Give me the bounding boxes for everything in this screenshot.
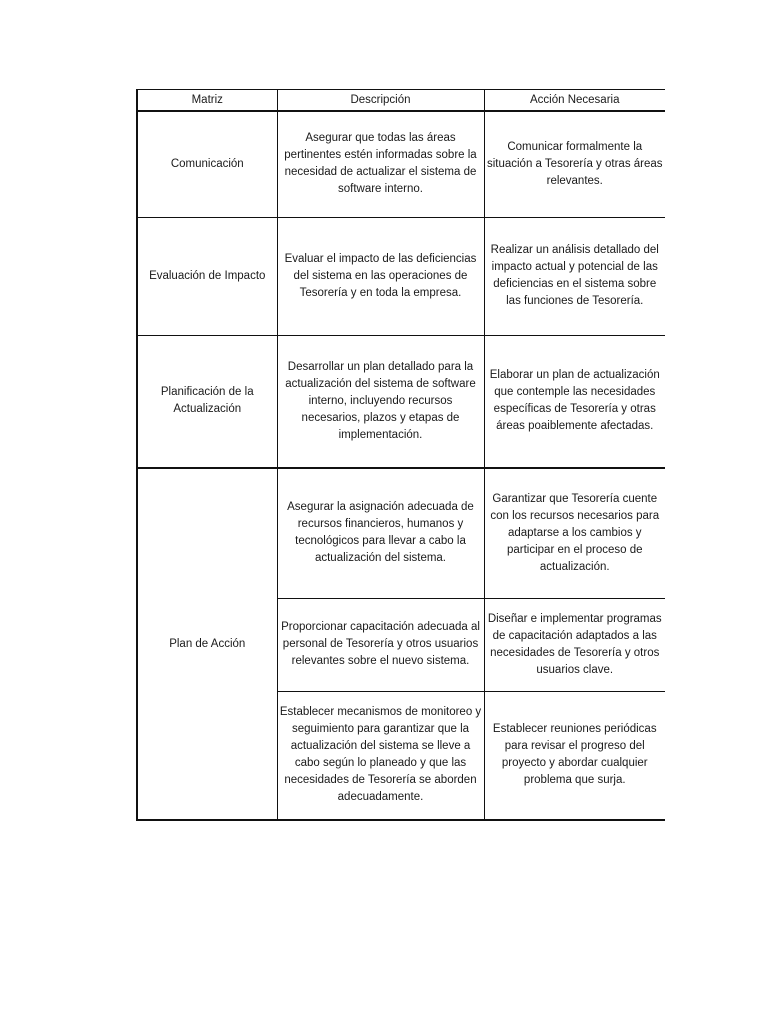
cell-descripcion: Proporcionar capacitación adecuada al personal de Tesorería y otros usuarios relevantes sobre el nuevo sistema. <box>277 598 484 691</box>
cell-accion: Comunicar formalmente la situación a Tesorería y otras áreas relevantes. <box>484 111 665 217</box>
cell-accion: Realizar un análisis detallado del impacto actual y potencial de las deficiencias en el sistema sobre las funciones de Tesorería. <box>484 217 665 335</box>
header-descripcion: Descripción <box>277 90 484 112</box>
table-row <box>137 217 665 335</box>
cell-matriz-plan-de-accion: Plan de Acción <box>137 468 277 820</box>
cell-descripcion: Asegurar que todas las áreas pertinentes estén informadas sobre la necesidad de actualizar el sistema de software interno. <box>277 111 484 217</box>
cell-accion: Establecer reuniones periódicas para revisar el progreso del proyecto y abordar cualquier problema que surja. <box>484 691 665 820</box>
cell-descripcion: Asegurar la asignación adecuada de recursos financieros, humanos y tecnológicos para llevar a cabo la actualización del sistema. <box>277 468 484 598</box>
cell-accion: Elaborar un plan de actualización que contemple las necesidades específicas de Tesorería y otras áreas poaiblemente afectadas. <box>484 335 665 468</box>
table-row <box>137 335 665 468</box>
cell-descripcion: Evaluar el impacto de las deficiencias del sistema en las operaciones de Tesorería y en toda la empresa. <box>277 217 484 335</box>
header-accion-necesaria: Acción Necesaria <box>484 90 665 112</box>
cell-accion: Garantizar que Tesorería cuente con los recursos necesarios para adaptarse a los cambios y participar en el proceso de actualización. <box>484 468 665 598</box>
header-matriz: Matriz <box>137 90 277 112</box>
cell-matriz: Evaluación de Impacto <box>137 217 277 335</box>
cell-matriz: Comunicación <box>137 111 277 217</box>
cell-matriz: Planificación de la Actualización <box>137 335 277 468</box>
table-header-row <box>137 90 665 112</box>
matrix-table <box>136 89 665 821</box>
cell-descripcion: Desarrollar un plan detallado para la actualización del sistema de software interno, incluyendo recursos necesarios, plazos y etapas de implementación. <box>277 335 484 468</box>
table-row <box>137 468 665 598</box>
table-row <box>137 111 665 217</box>
cell-descripcion: Establecer mecanismos de monitoreo y seguimiento para garantizar que la actualización del sistema se lleve a cabo según lo planeado y que las necesidades de Tesorería se aborden adecuadamente. <box>277 691 484 820</box>
cell-accion: Diseñar e implementar programas de capacitación adaptados a las necesidades de Tesorería y otros usuarios clave. <box>484 598 665 691</box>
